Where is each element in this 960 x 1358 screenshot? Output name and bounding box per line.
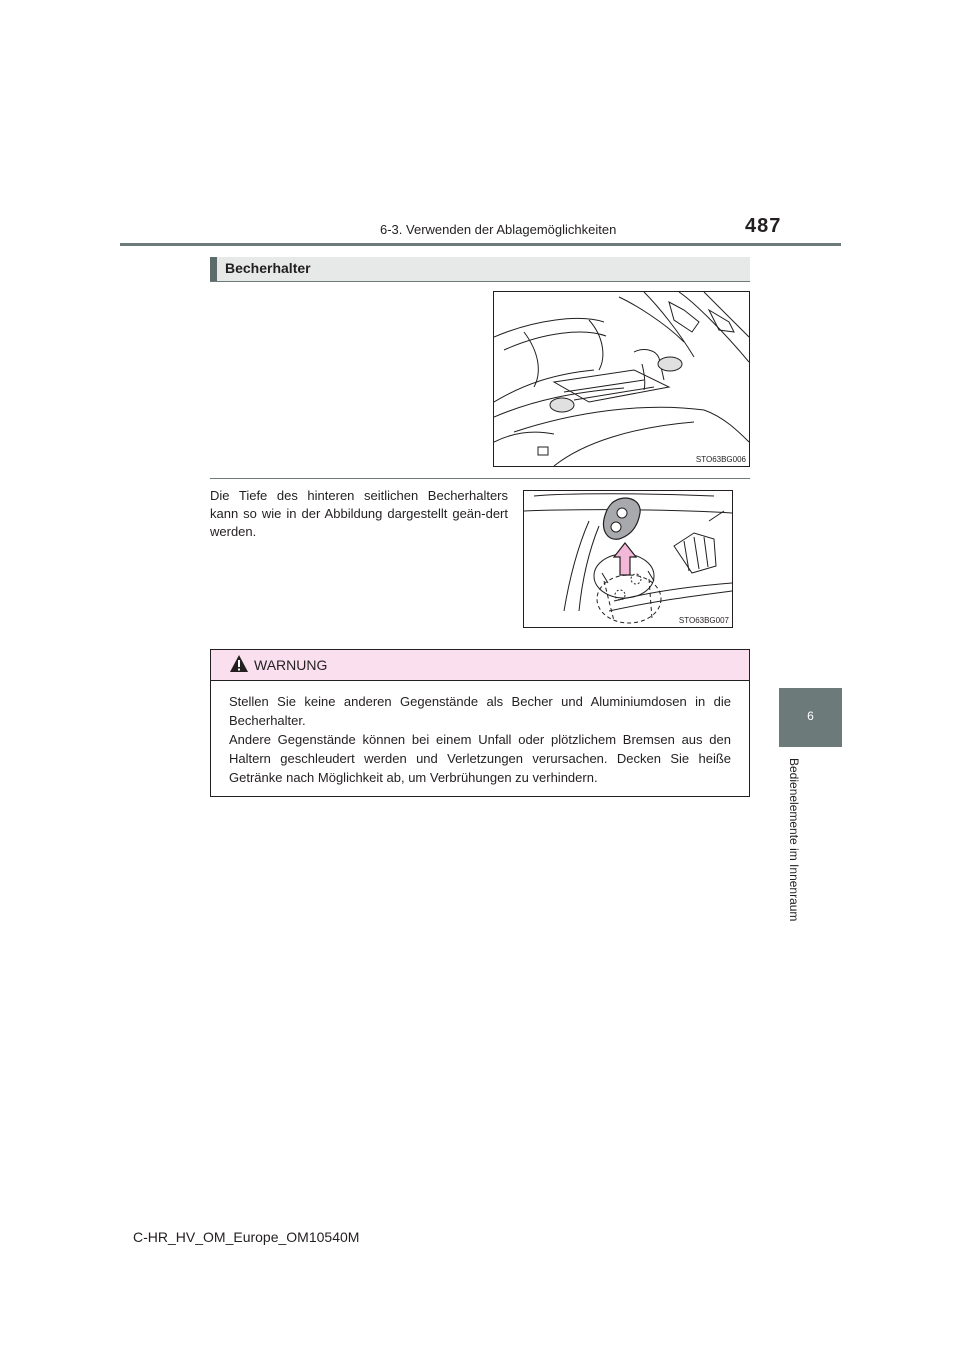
body-paragraph: Die Tiefe des hinteren seitlichen Becherhalters kann so wie in der Abbildung dargestellt geän-dert werden.	[210, 488, 508, 539]
warning-paragraph-2: Andere Gegenstände können bei einem Unfall oder plötzlichem Bremsen aus den Haltern geschleudert werden und Verletzungen verursachen. Decken Sie heiße Getränke nach Möglichkeit ab, um Verbrühungen zu verhindern.	[229, 732, 731, 785]
chapter-side-label	[779, 758, 819, 948]
center-console-illustration	[494, 292, 749, 466]
header-section-title: 6-3. Verwenden der Ablagemöglichkeiten	[380, 222, 617, 237]
warning-body	[229, 692, 731, 787]
adjust-arrow-icon	[614, 543, 636, 575]
section-divider	[210, 478, 750, 479]
warning-box	[210, 649, 750, 797]
section-heading-marker	[210, 257, 217, 281]
cup-holder-illustration	[524, 491, 732, 627]
header-rule	[120, 243, 841, 246]
figure-cup-holder-adjust	[523, 490, 733, 628]
figure-center-console	[493, 291, 750, 467]
figure-code-2: STO63BG007	[678, 616, 729, 625]
section-heading-bar	[210, 257, 750, 281]
page-number: 487	[745, 215, 782, 237]
chapter-number: 6	[807, 709, 814, 723]
footer-document-code: C-HR_HV_OM_Europe_OM10540M	[133, 1229, 360, 1245]
section-heading-title: Becherhalter	[225, 260, 311, 276]
chapter-title: Bedienelemente im Innenraum	[787, 758, 801, 922]
section-underline	[210, 281, 750, 282]
figure-code-1: STO63BG006	[695, 455, 746, 464]
chapter-tab	[779, 688, 842, 747]
warning-heading: WARNUNG	[254, 657, 328, 673]
warning-icon	[229, 654, 249, 674]
warning-header	[211, 650, 749, 681]
warning-paragraph-1: Stellen Sie keine anderen Gegenstände als Becher und Aluminiumdosen in die Becherhalter.	[229, 694, 731, 728]
